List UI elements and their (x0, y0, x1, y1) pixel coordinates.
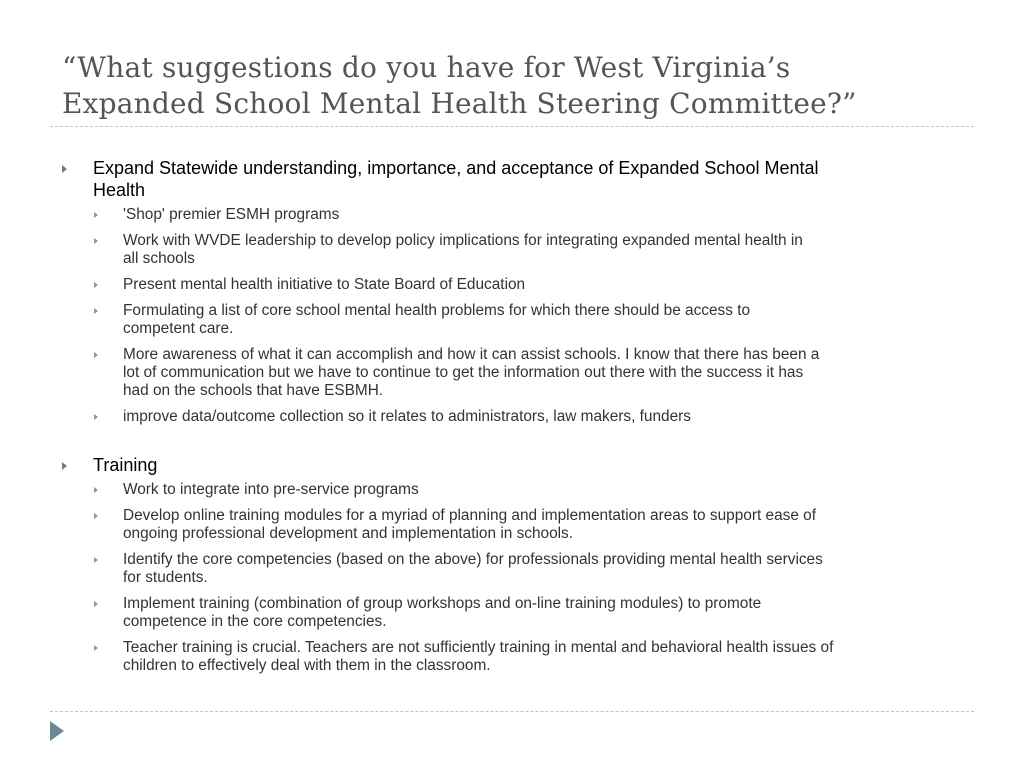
bullet-section-training (0, 454, 1024, 675)
triangle-bullet-icon (94, 557, 98, 563)
sub-bullet-line: for students. (123, 569, 208, 586)
sub-bullet-line: had on the schools that have ESBMH. (123, 382, 384, 399)
sub-bullet-item (0, 551, 955, 587)
sub-bullet-item (0, 232, 955, 268)
sub-bullet-line: 'Shop' premier ESMH programs (123, 206, 340, 223)
triangle-bullet-icon (94, 308, 98, 314)
sub-bullet-line: improve data/outcome collection so it relates to administrators, law makers, funders (123, 408, 691, 425)
slide-body (0, 157, 1024, 683)
sub-bullet-item (0, 481, 955, 499)
bullet-heading-line: Training (93, 455, 158, 475)
slide-title-line: “What suggestions do you have for West Virginia’s (62, 51, 791, 84)
sub-bullet-item (0, 346, 955, 400)
bullet-heading (0, 157, 933, 201)
sub-bullet-line: More awareness of what it can accomplish and how it can assist schools. I know that there has been a (123, 346, 820, 363)
sub-bullet-line: Develop online training modules for a myriad of planning and implementation areas to support ease of (123, 507, 816, 524)
title-divider (50, 126, 974, 127)
sub-bullet-line: children to effectively deal with them in the classroom. (123, 657, 491, 674)
triangle-bullet-icon (94, 212, 98, 218)
triangle-bullet-icon (94, 352, 98, 358)
sub-bullet-list (0, 481, 1024, 675)
triangle-bullet-icon (94, 513, 98, 519)
triangle-bullet-icon (94, 282, 98, 288)
bullet-heading-line: Expand Statewide understanding, importance, and acceptance of Expanded School Mental (93, 158, 819, 178)
triangle-bullet-icon (94, 601, 98, 607)
bullet-section-expand (0, 157, 1024, 426)
sub-bullet-line: competent care. (123, 320, 234, 337)
triangle-bullet-icon (62, 462, 67, 470)
sub-bullet-item (0, 507, 955, 543)
triangle-bullet-icon (94, 487, 98, 493)
sub-bullet-item (0, 408, 955, 426)
next-slide-arrow-icon[interactable] (50, 721, 64, 741)
slide-title-line: Expanded School Mental Health Steering Committee?” (62, 87, 857, 120)
triangle-bullet-icon (62, 165, 67, 173)
sub-bullet-line: Formulating a list of core school mental health problems for which there should be access to (123, 302, 751, 319)
sub-bullet-line: ongoing professional development and implementation in schools. (123, 525, 574, 542)
sub-bullet-list (0, 206, 1024, 426)
sub-bullet-line: Present mental health initiative to State Board of Education (123, 276, 526, 293)
triangle-bullet-icon (94, 238, 98, 244)
sub-bullet-line: Work to integrate into pre-service programs (123, 481, 419, 498)
sub-bullet-item (0, 206, 955, 224)
bullet-heading-line: Health (93, 180, 146, 200)
sub-bullet-item (0, 639, 955, 675)
sub-bullet-line: Work with WVDE leadership to develop policy implications for integrating expanded mental health in (123, 232, 803, 249)
sub-bullet-item (0, 276, 955, 294)
triangle-bullet-icon (94, 645, 98, 651)
sub-bullet-line: Teacher training is crucial. Teachers are not sufficiently training in mental and behavioral health issues of (123, 639, 834, 656)
sub-bullet-item (0, 595, 955, 631)
sub-bullet-line: Implement training (combination of group workshops and on-line training modules) to promote (123, 595, 762, 612)
sub-bullet-line: Identify the core competencies (based on the above) for professionals providing mental health services (123, 551, 823, 568)
triangle-bullet-icon (94, 414, 98, 420)
footer-divider (50, 711, 974, 712)
sub-bullet-line: all schools (123, 250, 195, 267)
sub-bullet-line: lot of communication but we have to continue to get the information out there with the success it has (123, 364, 804, 381)
sub-bullet-item (0, 302, 955, 338)
sub-bullet-line: competence in the core competencies. (123, 613, 387, 630)
slide-title (62, 50, 982, 122)
bullet-heading (0, 454, 933, 476)
